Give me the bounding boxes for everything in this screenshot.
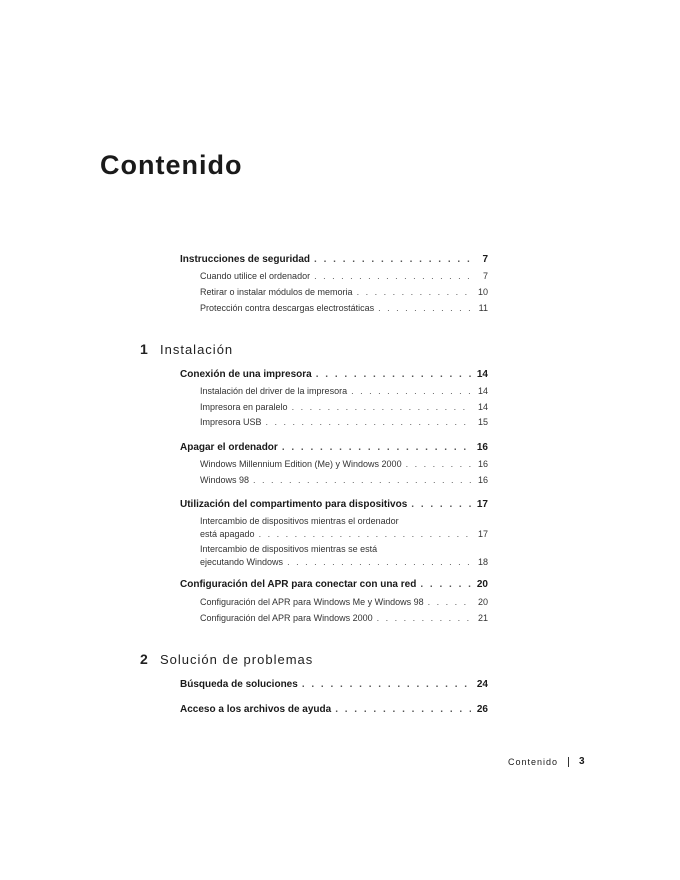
dot-leader bbox=[253, 475, 472, 485]
page-footer bbox=[508, 756, 586, 767]
toc-entry-title: Instrucciones de seguridad bbox=[180, 254, 311, 265]
toc-subentry-page: 21 bbox=[477, 613, 488, 623]
chapter-title: Solución de problemas bbox=[160, 652, 314, 667]
dot-leader bbox=[314, 254, 472, 265]
dot-leader bbox=[406, 459, 472, 469]
toc-subentry-title: Protección contra descargas electrostáticas bbox=[200, 303, 375, 313]
toc-subentry[interactable] bbox=[200, 597, 488, 607]
toc-subentry-title: Retirar o instalar módulos de memoria bbox=[200, 287, 353, 297]
dot-leader bbox=[411, 499, 471, 510]
toc-subentry-title: Impresora USB bbox=[200, 417, 262, 427]
toc-subentry[interactable] bbox=[200, 417, 488, 427]
toc-entry[interactable] bbox=[180, 499, 488, 510]
toc-subentry[interactable] bbox=[200, 303, 488, 313]
dot-leader bbox=[259, 529, 472, 539]
toc-entry[interactable] bbox=[180, 704, 488, 715]
dot-leader bbox=[351, 386, 472, 396]
toc-entry-title: Apagar el ordenador bbox=[180, 442, 278, 453]
page-title: Contenido bbox=[100, 150, 243, 180]
toc-subentry-page: 14 bbox=[477, 402, 488, 412]
toc-entry-page: 16 bbox=[476, 442, 488, 453]
toc-subentry[interactable] bbox=[200, 475, 488, 485]
toc-entry-page: 20 bbox=[476, 579, 488, 590]
toc-entry-title: Acceso a los archivos de ayuda bbox=[180, 704, 332, 715]
toc-entry-page: 26 bbox=[476, 704, 488, 715]
page-number: 3 bbox=[579, 756, 586, 767]
dot-leader bbox=[378, 303, 472, 313]
dot-leader bbox=[420, 579, 471, 590]
toc-subentry-title: Configuración del APR para Windows 2000 bbox=[200, 613, 373, 623]
dot-leader bbox=[266, 417, 472, 427]
toc-subentry[interactable] bbox=[200, 459, 488, 469]
toc-entry-title: Conexión de una impresora bbox=[180, 369, 312, 380]
chapter-heading-1[interactable] bbox=[140, 341, 233, 357]
toc-entry[interactable] bbox=[180, 369, 488, 380]
toc-entry-page: 17 bbox=[476, 499, 488, 510]
toc-entry-safety[interactable] bbox=[180, 254, 488, 265]
toc-subentry-page: 18 bbox=[477, 557, 488, 567]
toc-subentry-title-line1: Intercambio de dispositivos mientras se está bbox=[200, 544, 378, 554]
toc-subentry-page: 20 bbox=[477, 597, 488, 607]
toc-subentry[interactable] bbox=[200, 271, 488, 281]
toc-entry[interactable] bbox=[180, 579, 488, 590]
dot-leader bbox=[428, 597, 472, 607]
dot-leader bbox=[335, 704, 471, 715]
toc-subentry-page: 7 bbox=[482, 271, 488, 281]
dot-leader bbox=[287, 557, 472, 567]
toc-subentry-title-line1: Intercambio de dispositivos mientras el ordenador bbox=[200, 516, 399, 526]
dot-leader bbox=[282, 442, 471, 453]
toc-subentry[interactable] bbox=[200, 386, 488, 396]
toc-entry-page: 14 bbox=[476, 369, 488, 380]
toc-entry-page: 7 bbox=[482, 254, 488, 265]
toc-subentry-page: 17 bbox=[477, 529, 488, 539]
toc-subentry-title: Windows 98 bbox=[200, 475, 250, 485]
toc-subentry-title: Configuración del APR para Windows Me y Windows 98 bbox=[200, 597, 424, 607]
dot-leader bbox=[302, 679, 471, 690]
toc-subentry[interactable] bbox=[200, 402, 488, 412]
toc-subentry[interactable] bbox=[200, 544, 488, 567]
toc-subentry-title-line2: está apagado bbox=[200, 529, 255, 539]
toc-subentry-page: 10 bbox=[477, 287, 488, 297]
toc-entry-page: 24 bbox=[476, 679, 488, 690]
toc-subentry-title: Cuando utilice el ordenador bbox=[200, 271, 311, 281]
toc-entry[interactable] bbox=[180, 679, 488, 690]
chapter-heading-2[interactable] bbox=[140, 651, 313, 667]
toc-subentry[interactable] bbox=[200, 516, 488, 539]
toc-subentry-page: 16 bbox=[477, 475, 488, 485]
toc-entry-title: Utilización del compartimento para dispositivos bbox=[180, 499, 408, 510]
toc-subentry[interactable] bbox=[200, 613, 488, 623]
toc-entry[interactable] bbox=[180, 442, 488, 453]
toc-subentry-title-line2: ejecutando Windows bbox=[200, 557, 284, 567]
toc-subentry-title: Instalación del driver de la impresora bbox=[200, 386, 348, 396]
toc-entry-title: Búsqueda de soluciones bbox=[180, 679, 298, 690]
chapter-number: 1 bbox=[140, 341, 148, 357]
dot-leader bbox=[316, 369, 471, 380]
chapter-number: 2 bbox=[140, 651, 148, 667]
toc-subentry-page: 11 bbox=[478, 303, 488, 313]
dot-leader bbox=[377, 613, 472, 623]
dot-leader bbox=[292, 402, 472, 412]
toc-subentry[interactable] bbox=[200, 287, 488, 297]
toc-subentry-page: 15 bbox=[477, 417, 488, 427]
toc-subentry-title: Impresora en paralelo bbox=[200, 402, 288, 412]
toc-subentry-page: 14 bbox=[477, 386, 488, 396]
toc-subentry-title: Windows Millennium Edition (Me) y Windows 2000 bbox=[200, 459, 402, 469]
footer-label: Contenido bbox=[508, 756, 559, 767]
chapter-title: Instalación bbox=[160, 342, 234, 357]
dot-leader bbox=[357, 287, 472, 297]
toc-entry-title: Configuración del APR para conectar con una red bbox=[180, 579, 417, 590]
footer-divider bbox=[568, 757, 569, 767]
dot-leader bbox=[314, 271, 472, 281]
toc-subentry-page: 16 bbox=[477, 459, 488, 469]
